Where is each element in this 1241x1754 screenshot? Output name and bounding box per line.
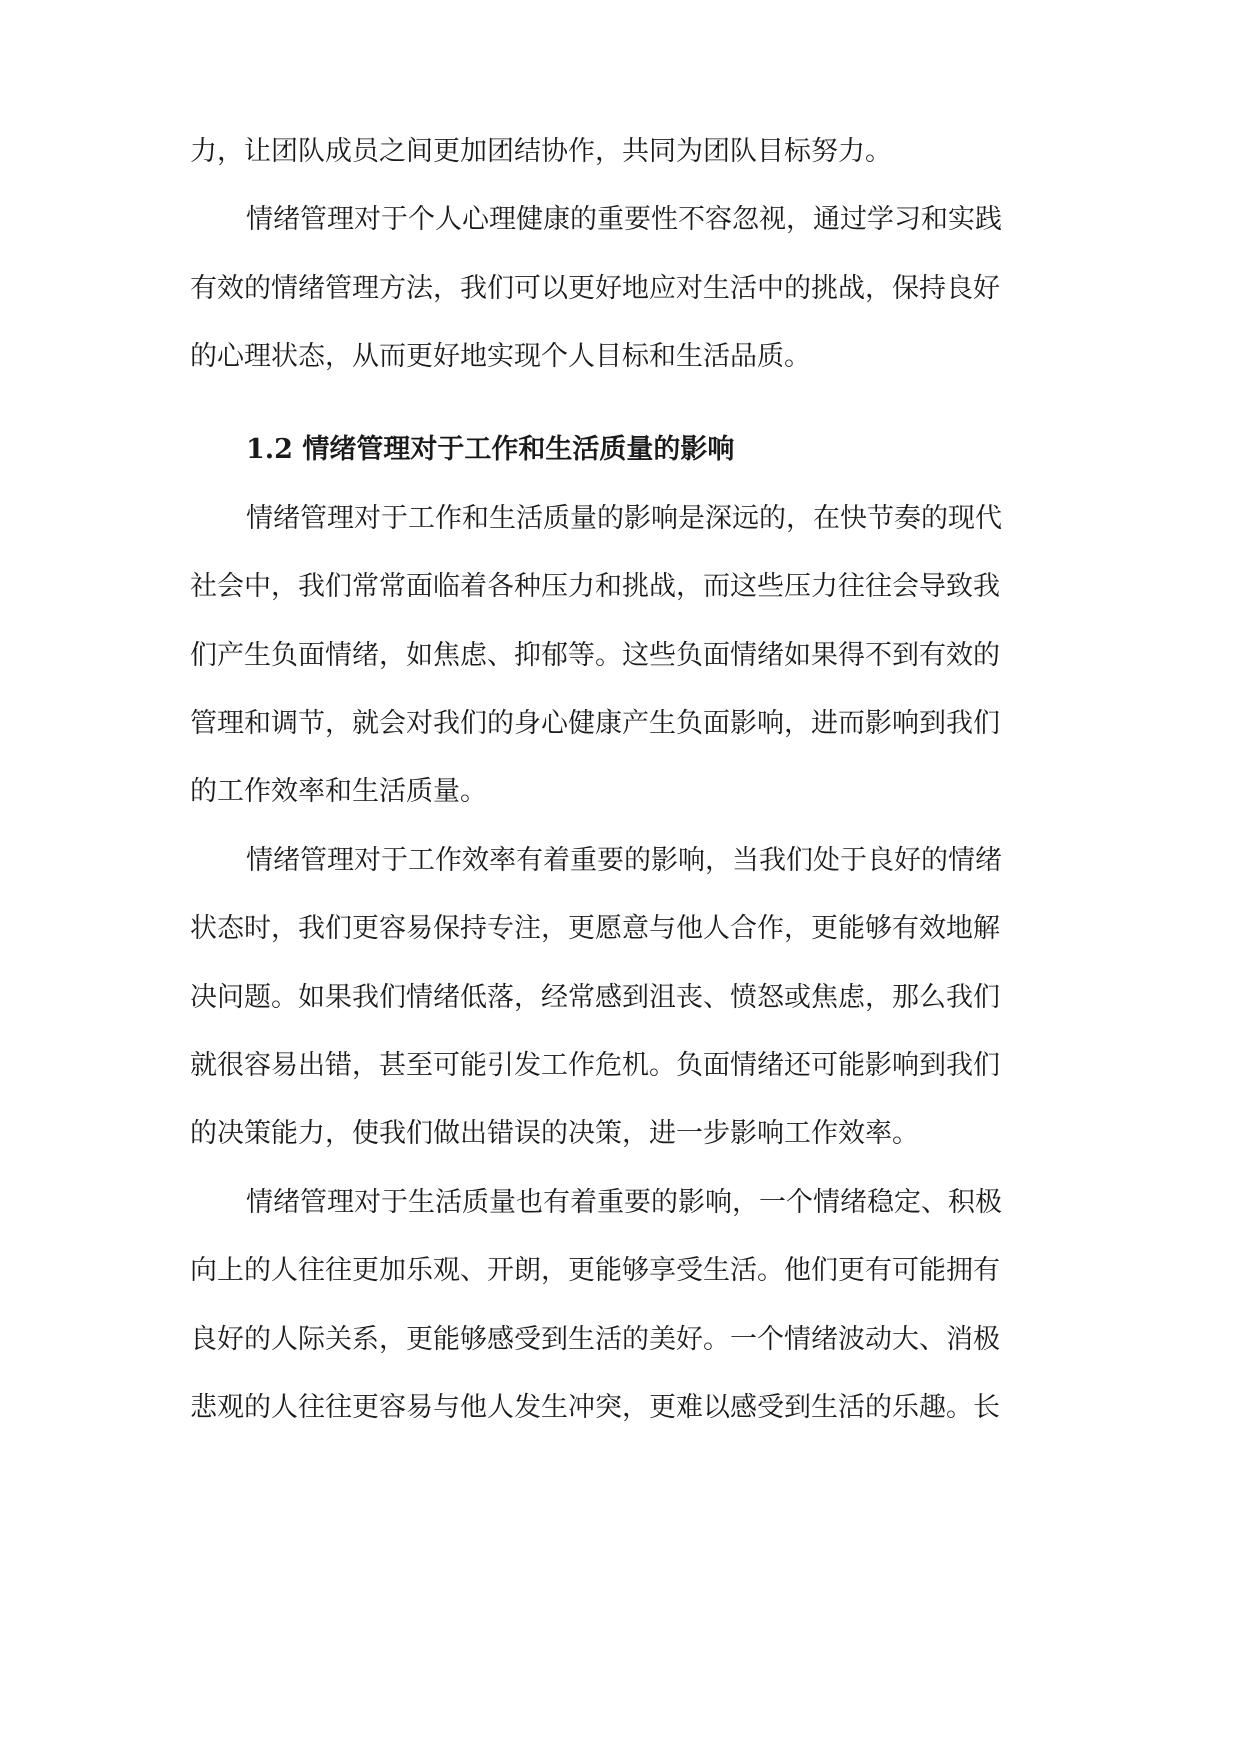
paragraph-line: 力，让团队成员之间更加团结协作，共同为团队目标努力。: [190, 136, 892, 167]
paragraph-line: 的工作效率和生活质量。: [190, 776, 487, 807]
paragraph-line: 状态时，我们更容易保持专注，更愿意与他人合作，更能够有效地解: [190, 913, 1000, 944]
paragraph-line: 的决策能力，使我们做出错误的决策，进一步影响工作效率。: [190, 1118, 919, 1149]
section-heading: 1.2 情绪管理对于工作和生活质量的影响: [246, 434, 735, 465]
paragraph-line: 情绪管理对于工作和生活质量的影响是深远的，在快节奏的现代: [246, 503, 1002, 534]
paragraph-line: 有效的情绪管理方法，我们可以更好地应对生活中的挑战，保持良好: [190, 273, 1000, 304]
paragraph-line: 就很容易出错，甚至可能引发工作危机。负面情绪还可能影响到我们: [190, 1050, 1000, 1081]
paragraph-line: 情绪管理对于生活质量也有着重要的影响，一个情绪稳定、积极: [246, 1187, 1002, 1218]
paragraph-line: 社会中，我们常常面临着各种压力和挑战，而这些压力往往会导致我: [190, 571, 1000, 602]
paragraph-line: 们产生负面情绪，如焦虑、抑郁等。这些负面情绪如果得不到有效的: [190, 640, 1000, 671]
paragraph-line: 的心理状态，从而更好地实现个人目标和生活品质。: [190, 341, 811, 372]
paragraph-line: 管理和调节，就会对我们的身心健康产生负面影响，进而影响到我们: [190, 708, 1000, 739]
paragraph-line: 良好的人际关系，更能够感受到生活的美好。一个情绪波动大、消极: [190, 1324, 1000, 1355]
paragraph-line: 决问题。如果我们情绪低落，经常感到沮丧、愤怒或焦虑，那么我们: [190, 982, 1000, 1013]
paragraph-line: 向上的人往往更加乐观、开朗，更能够享受生活。他们更有可能拥有: [190, 1255, 1000, 1286]
paragraph-line: 情绪管理对于工作效率有着重要的影响，当我们处于良好的情绪: [246, 845, 1002, 876]
paragraph-line: 情绪管理对于个人心理健康的重要性不容忽视，通过学习和实践: [246, 204, 1002, 235]
paragraph-line: 悲观的人往往更容易与他人发生冲突，更难以感受到生活的乐趣。长: [190, 1392, 1000, 1423]
